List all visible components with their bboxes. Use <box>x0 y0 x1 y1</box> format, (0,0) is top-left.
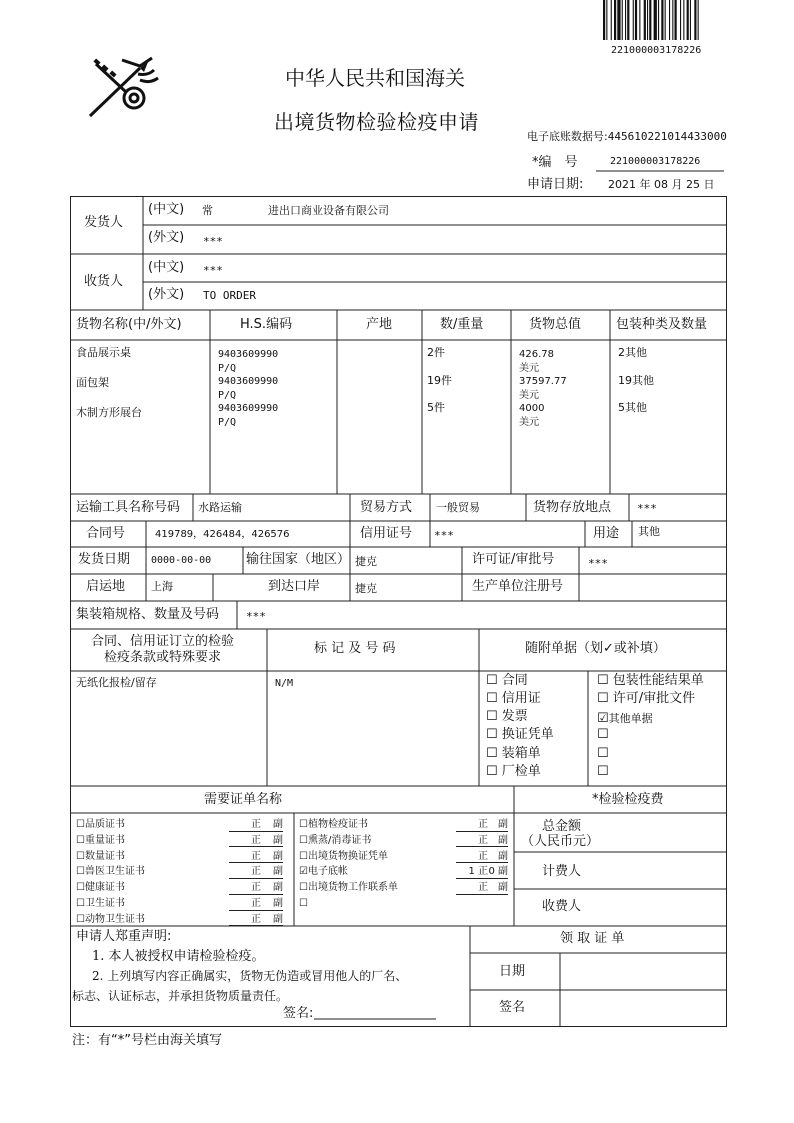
ship-date-value: 0000-00-00 <box>151 555 212 566</box>
copy-count-field: 副 <box>482 851 508 864</box>
original-count-field: 正 <box>456 819 488 832</box>
cert-item-label: 卫生证书 <box>84 898 125 909</box>
fee-header: *检验检疫费 <box>592 792 664 807</box>
goods-pack-1: 2其他 <box>618 346 647 359</box>
doc-checkbox-other[interactable] <box>597 712 653 727</box>
doc-checkbox-blank[interactable] <box>597 747 609 762</box>
requirements-header-line2: 检疫条款或特殊要求 <box>104 650 222 665</box>
original-count-field: 正 <box>456 851 488 864</box>
consignee-foreign-value: TO ORDER <box>203 289 256 302</box>
cert-item-label: 电子底帐 <box>307 866 348 878</box>
doc-label: 合同 <box>501 673 528 688</box>
contract-label: 合同号 <box>86 526 126 541</box>
doc-label: 装箱单 <box>501 746 541 761</box>
goods-value-currency: 美元 <box>519 389 539 401</box>
goods-name-1: 食品展示桌 <box>76 346 131 359</box>
requirements-header-line1: 合同、信用证订立的检验 <box>91 634 235 649</box>
goods-header-name: 货物名称(中/外文) <box>76 317 182 332</box>
goods-header-hs: H.S.编码 <box>240 317 293 332</box>
transport-tool-label: 运输工具名称号码 <box>76 500 181 515</box>
cert-item-label: 出境货物换证凭单 <box>307 850 388 862</box>
barcode-number: 221000003178226 <box>611 45 702 56</box>
cert-item[interactable] <box>299 851 388 863</box>
checkbox-icon[interactable] <box>486 746 498 761</box>
checkbox-icon[interactable] <box>597 764 609 779</box>
trade-value: 一般贸易 <box>436 501 480 514</box>
requirements-value: 无纸化报检/留存 <box>76 676 157 689</box>
country-value: 捷克 <box>355 555 377 568</box>
cert-item[interactable] <box>299 898 308 910</box>
fee-person-label: 计费人 <box>542 864 582 879</box>
page-title-line2: 出境货物检验检疫申请 <box>274 110 479 134</box>
contract-value: 419789，426484，426576 <box>155 529 290 540</box>
checkbox-icon[interactable] <box>299 898 308 909</box>
doc-checkbox-blank[interactable] <box>597 728 609 743</box>
checkbox-icon[interactable] <box>486 727 498 742</box>
trade-label: 贸易方式 <box>360 500 413 515</box>
doc-label: 包装性能结果单 <box>612 673 704 688</box>
copy-count-field: 副 <box>257 851 283 864</box>
doc-checkbox-packing[interactable] <box>486 747 541 762</box>
declaration-line1: 1. 本人被授权申请检验检疫。 <box>92 949 265 964</box>
original-count-field: 正 <box>229 866 261 879</box>
goods-header-value: 货物总值 <box>529 317 582 332</box>
storage-label: 货物存放地点 <box>533 500 612 515</box>
copy-count-field: 副 <box>257 898 283 911</box>
edoc-label: 电子底账数据号: <box>527 130 608 143</box>
goods-qty-2: 19件 <box>427 374 452 387</box>
goods-name-2: 面包架 <box>76 376 109 389</box>
doc-checkbox-contract[interactable] <box>486 674 528 689</box>
checkbox-icon[interactable] <box>76 819 85 830</box>
doc-checkbox-lc[interactable] <box>486 692 541 707</box>
doc-checkbox-permit[interactable] <box>597 692 695 707</box>
copy-count-field: 副 <box>482 835 508 848</box>
doc-checkbox-packaging-result[interactable] <box>597 674 704 689</box>
checkbox-icon[interactable] <box>76 835 85 846</box>
cert-item[interactable] <box>76 835 125 847</box>
goods-hs-list <box>218 348 278 430</box>
declaration-title: 申请人郑重声明: <box>76 929 172 944</box>
cert-item[interactable] <box>76 851 125 863</box>
page-title-line1: 中华人民共和国海关 <box>285 66 465 90</box>
cert-item-label: 植物检疫证书 <box>307 819 368 830</box>
doc-label: 信用证 <box>501 691 541 706</box>
ship-date-label: 发货日期 <box>78 552 131 567</box>
consignor-foreign-label: (外文) <box>148 230 185 245</box>
original-count-field: 正 <box>229 851 261 864</box>
storage-value: *** <box>637 502 657 515</box>
cert-item[interactable] <box>76 882 125 894</box>
goods-value: 426.78 <box>519 349 554 360</box>
permit-label: 许可证/审批号 <box>472 552 555 567</box>
doc-checkbox-exchange[interactable] <box>486 728 554 743</box>
goods-header-origin: 产地 <box>366 317 393 332</box>
cert-item[interactable] <box>76 914 145 926</box>
goods-name-3: 木制方形展台 <box>76 406 142 419</box>
total-amount-unit: （人民币元） <box>521 834 600 849</box>
apply-year: 2021 <box>608 178 636 191</box>
cert-item-label: 动物卫生证书 <box>84 913 145 925</box>
checkbox-icon[interactable] <box>299 882 308 893</box>
from-port-value: 上海 <box>151 580 173 593</box>
cert-item[interactable] <box>299 866 348 878</box>
copy-count-field: 副 <box>257 835 283 848</box>
checkbox-icon[interactable] <box>597 673 609 688</box>
doc-label: 换证凭单 <box>501 727 554 742</box>
original-count-field: 正 <box>456 835 488 848</box>
goods-pack-2: 19其他 <box>618 374 654 387</box>
apply-date-label: 申请日期: <box>527 177 584 192</box>
doc-checkbox-blank[interactable] <box>597 765 609 780</box>
cert-item-label: 数量证书 <box>84 850 125 862</box>
copy-count-field: 副 <box>257 882 283 895</box>
edoc-value: 445610221014433000 <box>607 130 727 143</box>
doc-label: 许可/审批文件 <box>612 691 696 706</box>
checkbox-icon[interactable] <box>299 835 308 846</box>
apply-year-unit: 年 <box>639 178 651 191</box>
cert-item-label: 重量证书 <box>84 834 125 846</box>
fee-collector-label: 收费人 <box>542 899 582 914</box>
original-count-field: 正 <box>229 835 261 848</box>
doc-label: 发票 <box>501 709 528 724</box>
goods-qty-1: 2件 <box>427 346 445 359</box>
goods-header-pack: 包装种类及数量 <box>616 317 708 332</box>
consignor-foreign-value: *** <box>203 235 223 248</box>
goods-value-currency: 美元 <box>519 416 539 428</box>
cert-item-label: 熏蒸/消毒证书 <box>307 834 372 846</box>
goods-value: 4000 <box>519 403 545 415</box>
marks-header: 标 记 及 号 码 <box>314 641 396 656</box>
use-label: 用途 <box>593 526 620 541</box>
checkbox-icon[interactable] <box>486 673 498 688</box>
goods-pack-3: 5其他 <box>618 401 647 414</box>
transport-tool-value: 水路运输 <box>198 501 242 514</box>
cert-item-label: 健康证书 <box>84 882 125 894</box>
checkbox-icon[interactable] <box>597 746 609 761</box>
attached-docs-header: 随附单据（划✓或补填） <box>525 641 666 656</box>
cert-item[interactable] <box>299 819 368 831</box>
consignor-cn-label: (中文) <box>148 202 185 217</box>
declaration-line2: 2. 上列填写内容正确属实，货物无伪造或冒用他人的厂名、 <box>92 969 408 983</box>
hs-code: 9403609990 <box>218 349 279 360</box>
goods-qty-3: 5件 <box>427 401 445 414</box>
country-label: 输往国家（地区） <box>246 552 351 567</box>
apply-day: 25 <box>686 178 700 191</box>
checkbox-icon[interactable] <box>299 819 308 830</box>
consignee-cn-value: *** <box>203 264 223 277</box>
serial-value: 221000003178226 <box>610 156 701 167</box>
copy-count-field: 副 <box>482 882 508 895</box>
checkbox-icon[interactable] <box>76 882 85 893</box>
consignor-cn-value: 常 进出口商业设备有限公司 <box>202 204 389 217</box>
checkbox-icon[interactable] <box>597 691 609 706</box>
original-count-field: 正 <box>229 914 261 927</box>
cert-item[interactable] <box>299 835 371 847</box>
apply-month: 08 <box>654 178 668 191</box>
goods-value: 37597.77 <box>519 376 567 388</box>
hs-code: P/Q <box>218 362 237 374</box>
cert-item-label: 品质证书 <box>84 819 125 830</box>
checkbox-icon[interactable] <box>76 866 85 877</box>
checkbox-icon[interactable] <box>76 851 85 862</box>
from-port-label: 启运地 <box>86 579 126 594</box>
doc-label: 其他单据 <box>608 712 653 725</box>
original-count-field: 正 <box>456 882 488 895</box>
copy-count-field: 副 <box>482 819 508 832</box>
receipt-header: 领 取 证 单 <box>560 931 625 946</box>
doc-checkbox-factory[interactable] <box>486 765 541 780</box>
container-label: 集装箱规格、数量及号码 <box>76 607 220 622</box>
original-count-field: 正 <box>229 882 261 895</box>
footnote: 注：有“*”号栏由海关填写 <box>72 1033 222 1048</box>
checkbox-icon[interactable] <box>486 764 498 779</box>
apply-month-unit: 月 <box>671 178 683 191</box>
doc-label: 厂检单 <box>501 764 541 779</box>
permit-value: *** <box>588 557 608 570</box>
checked-checkbox-icon[interactable] <box>597 711 609 726</box>
hs-code: P/Q <box>218 416 237 428</box>
copy-count-field: 副 <box>257 914 283 927</box>
lc-label: 信用证号 <box>360 526 413 541</box>
checkbox-icon[interactable] <box>486 709 498 724</box>
checked-checkbox-icon[interactable] <box>299 866 308 877</box>
checkbox-icon[interactable] <box>76 914 85 925</box>
original-count-field: 正 <box>229 819 261 832</box>
lc-value: *** <box>434 529 454 542</box>
consignor-label: 发货人 <box>84 215 124 230</box>
reg-no-label: 生产单位注册号 <box>472 579 564 594</box>
hs-code: P/Q <box>218 389 237 401</box>
receipt-sign-label: 签名 <box>499 1000 526 1015</box>
checkbox-icon[interactable] <box>299 851 308 862</box>
goods-value-currency: 美元 <box>519 362 539 374</box>
consignee-foreign-label: (外文) <box>148 287 185 302</box>
cert-item-label: 兽医卫生证书 <box>84 866 145 878</box>
use-value: 其他 <box>638 525 660 538</box>
to-port-value: 捷克 <box>355 582 377 595</box>
cert-item[interactable] <box>299 882 398 894</box>
copy-count-field: 副 <box>257 866 283 879</box>
declaration-sign-label: 签名: <box>283 1006 314 1021</box>
receipt-date-label: 日期 <box>499 964 526 979</box>
total-amount-label: 总金额 <box>542 819 582 834</box>
cert-header: 需要证单名称 <box>204 792 283 807</box>
checkbox-icon[interactable] <box>597 727 609 742</box>
checkbox-icon[interactable] <box>76 898 85 909</box>
cert-item-label: 出境货物工作联系单 <box>307 882 398 894</box>
original-count-field: 1 正 <box>456 866 488 879</box>
cert-item[interactable] <box>76 866 145 878</box>
container-value: *** <box>246 610 266 623</box>
hs-code: 9403609990 <box>218 376 279 388</box>
checkbox-icon[interactable] <box>486 691 498 706</box>
goods-header-qty: 数/重量 <box>440 317 484 332</box>
marks-value: N/M <box>275 678 294 689</box>
consignee-label: 收货人 <box>84 274 124 289</box>
goods-value-list <box>519 348 567 430</box>
serial-label: *编 号 <box>532 155 578 170</box>
doc-checkbox-invoice[interactable] <box>486 710 528 725</box>
apply-day-unit: 日 <box>703 178 715 191</box>
hs-code: 9403609990 <box>218 403 279 415</box>
original-count-field: 正 <box>229 898 261 911</box>
cert-item[interactable] <box>76 819 125 831</box>
copy-count-field: 0 副 <box>482 866 508 879</box>
to-port-label: 到达口岸 <box>268 579 321 594</box>
consignee-cn-label: (中文) <box>148 260 185 275</box>
declaration-line3: 标志、认证标志，并承担货物质量责任。 <box>72 989 289 1003</box>
cert-item[interactable] <box>76 898 125 910</box>
copy-count-field: 副 <box>257 819 283 832</box>
